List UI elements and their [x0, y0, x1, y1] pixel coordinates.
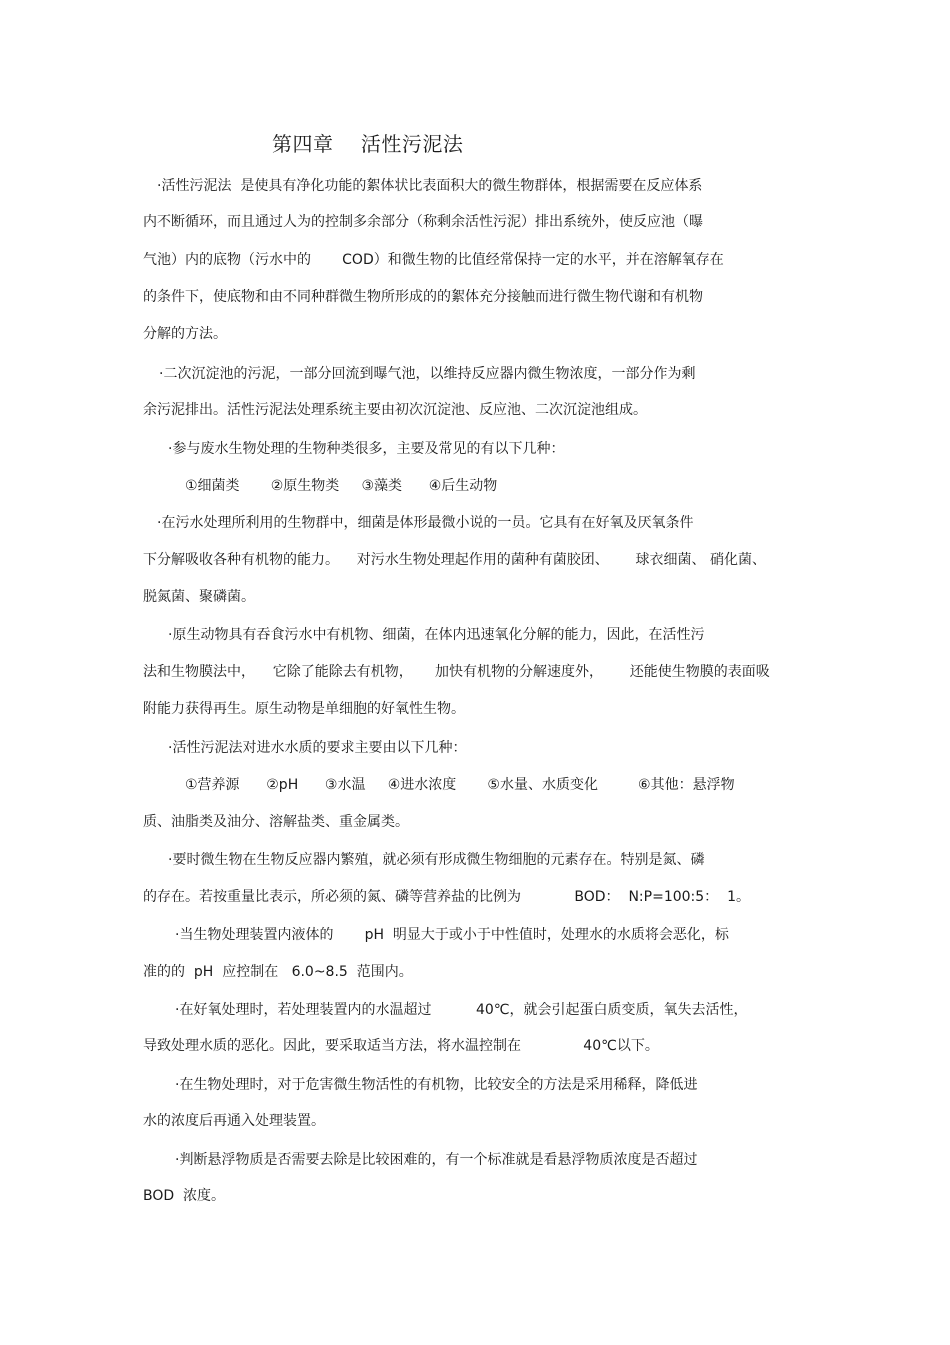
paragraph-line: 准的的 pH 应控制在 6.0~8.5 范围内。: [143, 964, 413, 980]
paragraph-line: ·二次沉淀池的污泥，一部分回流到曝气池，以维持反应器内微生物浓度，一部分作为剩: [159, 366, 696, 382]
paragraph-line: 附能力获得再生。原生动物是单细胞的好氧性生物。: [143, 701, 465, 717]
paragraph-line: ·在好氧处理时，若处理装置内的水温超过 40℃，就会引起蛋白质变质，氧失去活性，: [175, 1002, 748, 1018]
paragraph-line: 内不断循环，而且通过人为的控制多余部分（称剩余活性污泥）排出系统外，使反应池（曝: [143, 214, 703, 230]
paragraph-line: 的存在。若按重量比表示，所必须的氮、磷等营养盐的比例为 BOD： N:P=100:5： 1。: [143, 889, 750, 905]
paragraph-line: ·原生动物具有吞食污水中有机物、细菌，在体内迅速氧化分解的能力，因此，在活性污: [168, 627, 705, 643]
paragraph-line: ·参与废水生物处理的生物种类很多，主要及常见的有以下几种：: [168, 441, 565, 457]
paragraph-line: BOD 浓度。: [143, 1188, 226, 1204]
paragraph-line: ·要时微生物在生物反应器内繁殖，就必须有形成微生物细胞的元素存在。特别是氮、磷: [168, 852, 705, 868]
paragraph-line: 质、油脂类及油分、溶解盐类、重金属类。: [143, 814, 409, 830]
paragraph-line: ·活性污泥法对进水水质的要求主要由以下几种：: [168, 740, 467, 756]
paragraph-line: ·在污水处理所利用的生物群中，细菌是体形最微小说的一员。它具有在好氧及厌氧条件: [157, 515, 694, 531]
paragraph-line: 分解的方法。: [143, 326, 227, 342]
paragraph-line: 余污泥排出。活性污泥法处理系统主要由初次沉淀池、反应池、二次沉淀池组成。: [143, 402, 647, 418]
paragraph-line: ·判断悬浮物质是否需要去除是比较困难的，有一个标准就是看悬浮物质浓度是否超过: [175, 1152, 698, 1168]
paragraph-line: 导致处理水质的恶化。因此，要采取适当方法，将水温控制在 40℃以下。: [143, 1038, 659, 1054]
paragraph-line: 下分解吸收各种有机物的能力。 对污水生物处理起作用的菌种有菌胶团、 球衣细菌、 硝化菌、: [143, 552, 766, 568]
list-item: ①细菌类 ②原生物类 ③藻类 ④后生动物: [185, 478, 498, 494]
paragraph-line: ·活性污泥法 是使具有净化功能的絮体状比表面积大的微生物群体，根据需要在反应体系: [157, 178, 703, 194]
paragraph-line: ·当生物处理装置内液体的 pH 明显大于或小于中性值时，处理水的水质将会恶化，标: [175, 927, 729, 943]
paragraph-line: 法和生物膜法中， 它除了能除去有机物， 加快有机物的分解速度外， 还能使生物膜的表面吸: [143, 664, 770, 680]
paragraph-line: 脱氮菌、聚磷菌。: [143, 589, 255, 605]
paragraph-line: 气池）内的底物（污水中的 COD）和微生物的比值经常保持一定的水平，并在溶解氧存在: [143, 252, 724, 268]
paragraph-line: ·在生物处理时，对于危害微生物活性的有机物，比较安全的方法是采用稀释，降低进: [175, 1077, 698, 1093]
chapter-title: 第四章 活性污泥法: [272, 132, 464, 156]
list-item: ①营养源 ②pH ③水温 ④进水浓度 ⑤水量、水质变化 ⑥其他：悬浮物: [185, 777, 735, 793]
paragraph-line: 水的浓度后再通入处理装置。: [143, 1113, 325, 1129]
paragraph-line: 的条件下，使底物和由不同种群微生物所形成的的絮体充分接触而进行微生物代谢和有机物: [143, 289, 703, 305]
